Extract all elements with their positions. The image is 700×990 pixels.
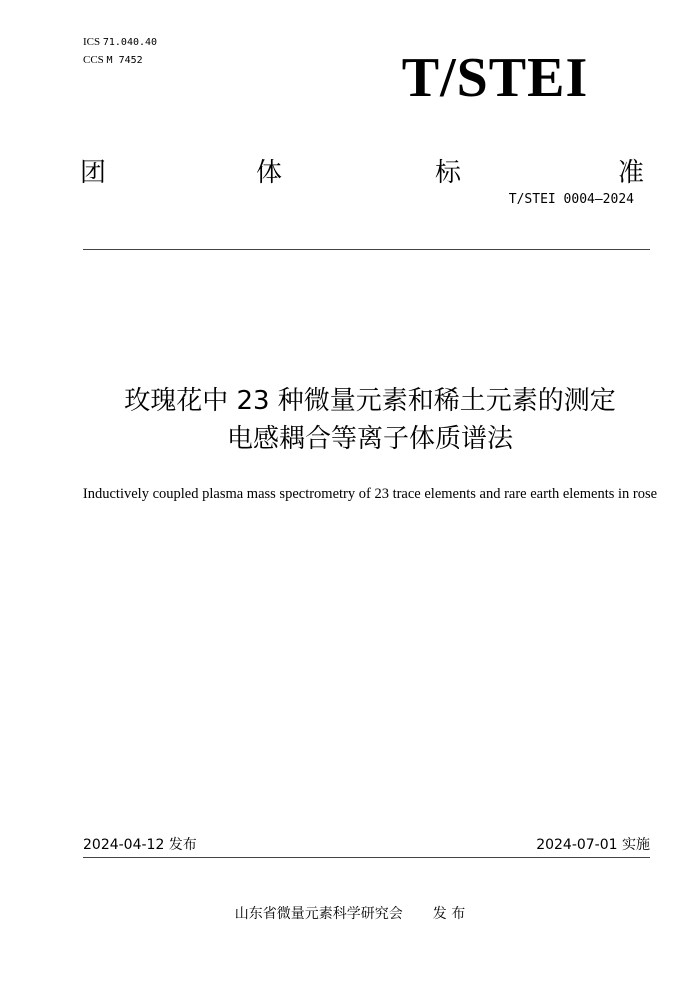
ccs-code: M 7452 <box>106 55 143 66</box>
bottom-divider <box>83 857 650 858</box>
standard-code: T/STEI 0004—2024 <box>508 192 634 207</box>
publisher-name: 山东省微量元素科学研究会 <box>234 906 403 922</box>
ics-label: ICS <box>83 36 101 48</box>
standard-kind-char: 团 <box>80 158 107 188</box>
publisher-action: 发 布 <box>432 906 466 922</box>
ics-code: 71.040.40 <box>102 37 158 48</box>
ccs-classification <box>83 53 143 68</box>
publisher-line <box>0 905 700 923</box>
ccs-label: CCS <box>83 54 104 66</box>
ics-classification <box>83 35 157 50</box>
standard-kind-char: 准 <box>618 158 645 188</box>
top-divider <box>83 249 650 250</box>
standard-kind-char: 标 <box>435 158 462 188</box>
document-title <box>60 382 680 458</box>
title-zh-line-2: 电感耦合等离子体质谱法 <box>226 424 513 454</box>
issue-date: 2024-04-12 发布 <box>83 837 197 853</box>
title-zh-line-1: 玫瑰花中 23 种微量元素和稀土元素的测定 <box>124 386 616 416</box>
standard-logo: T/STEI <box>401 47 589 109</box>
document-title-en: Inductively coupled plasma mass spectrometry of 23 trace elements and rare earth elements in rose <box>82 486 658 502</box>
standard-kind-char: 体 <box>256 158 283 188</box>
standard-kind <box>80 156 646 190</box>
implementation-date: 2024-07-01 实施 <box>536 837 650 853</box>
